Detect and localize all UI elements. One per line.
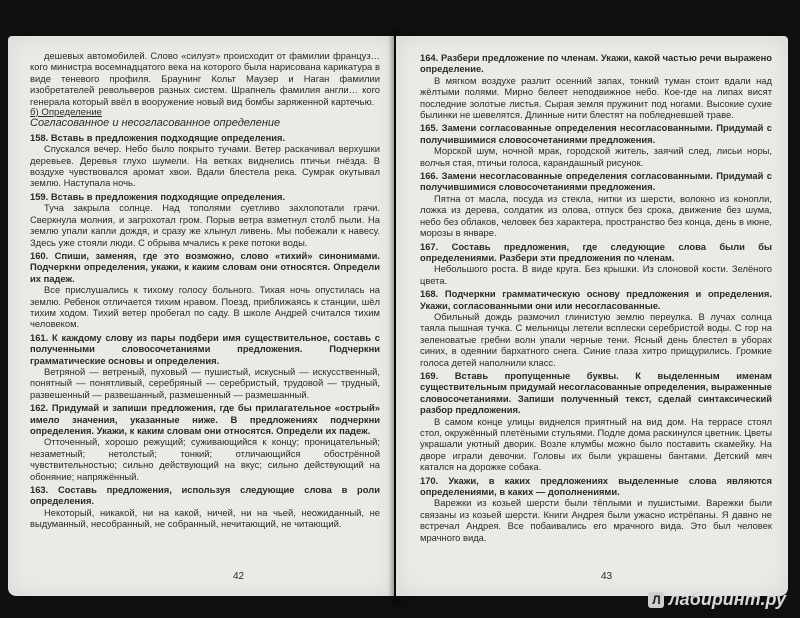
task-160-text: Все прислушались к тихому голосу больного. Тихая ночь опустилась на землю. Ребенок отличается тихим нравом. Поезд, приближаясь к станции, шёл тихим ходом. Тихий ветер пробегал по саду. В школе Андрей считался тихим человеком.: [30, 284, 380, 330]
task-164-heading: 164. Разбери предложение по членам. Укажи, какой частью речи выражено определение.: [420, 52, 772, 75]
task-167-heading: 167. Составь предложения, где следующие слова были бы определениями. Разбери эти предложения по членам.: [420, 240, 772, 263]
right-page-number: 43: [601, 571, 613, 582]
task-159-text: Туча закрыла солнце. Над тополями суетливо захлопотали грачи. Сверкнула молния, и загрохотал гром. Порыв ветра взметнул столб пыли. На землю упали капли дождя, и сразу же хлынул ливень. Мы побежали к навесу. Здесь уже стояли люди. С обрыва мчались к реке потоки воды.: [30, 202, 380, 248]
task-165-heading: 165. Замени согласованные определения несогласованными. Придумай с получившимися словосочетаниями предложения.: [420, 122, 772, 145]
left-page-number: 42: [233, 571, 245, 582]
task-170-text: Варежки из козьей шерсти были тёплыми и пушистыми. Варежки были связаны из козьей шерсти. Книги Андрея были ужасно истрёпаны. Я давно не встречал Андрея. Все побаивались его мрачного вида. Это был человек мрачного вида.: [420, 497, 772, 543]
task-161-heading: 161. К каждому слову из пары подбери имя существительное, составь с полученными словосочетаниями предложения. Подчеркни грамматические основы и определения.: [30, 331, 380, 366]
intro-paragraph: дешевых автомобилей. Слово «силуэт» происходит от фамилии француз… кого министра восемнадцатого века на которого была нарисована карикатура в виде теневого профиля. Браунинг Кольт Маузер и Наган фамилии изобретателей револьверов разных систем. Шрапнель фамилия англи… кого генерала который ввёл в вооружение новый вид бомбы заряженной картечью.: [30, 50, 380, 107]
labyrinth-logo-icon: Л: [648, 592, 664, 608]
task-162-text: Отточенный, хорошо режущий; суживающийся к концу; проницательный; незаметный; нетолстый; тонкий; отличающийся обострённой чувствительностью; сильно действующий на вкус; сильно действующий на обоняние; напряжённый.: [30, 436, 380, 482]
task-158-heading: 158. Вставь в предложения подходящие определения.: [30, 131, 286, 143]
task-159-heading: 159. Вставь в предложения подходящие определения.: [30, 190, 286, 202]
left-page-text: [30, 50, 380, 530]
task-164-text: В мягком воздухе разлит осенний запах, тонкий туман стоит вдали над жёлтыми полями. Мирно белеет неподвижное небо. Кое-где на липах висят последние золотые листья. Сырая земля пружинит под ногами. Высокие сухие былинки не шевелятся. Длинные нити блестят на побледневшей траве.: [420, 74, 772, 121]
task-170-heading: 170. Укажи, в каких предложениях выделенные слова являются определениями, в каких — дополнениями.: [420, 474, 772, 498]
right-page: [396, 36, 788, 596]
task-166-text: Пятна от масла, посуда из стекла, нитки из шерсти, волокно из конопли, ложка из дерева, солдатик из олова, отпуск без срока, движение без шума, небо без облаков, человек без характера, пространство без конца, день в июне, морозы в январе.: [420, 192, 772, 239]
task-168-heading: 168. Подчеркни грамматическую основу предложения и определения. Укажи, согласованными они или несогласованные.: [420, 288, 772, 311]
task-165-text: Морской шум, ночной мрак, городской житель, заячий след, лисьи норы, волчья стая, птичьи голоса, карандашный рисунок.: [420, 145, 772, 168]
section-title: б) Определение: [30, 107, 103, 119]
task-167-text: Небольшого роста. В виде круга. Без крышки. Из слоновой кости. Зелёного цвета.: [420, 263, 772, 286]
task-166-heading: 166. Замени несогласованные определения согласованными. Придумай с получившимися словосочетаниями предложения.: [420, 170, 772, 193]
task-160-heading: 160. Спиши, заменяя, где это возможно, слово «тихий» синонимами. Подчеркни определения, укажи, к каким словам они относятся. Определи их падеж.: [30, 249, 380, 284]
task-169-heading: 169. Вставь пропущенные буквы. К выделенным именам существительным придумай несогласованные определения, выраженные словосочетаниями. Запиши полученный текст, сделай синтаксический разбор предложения.: [420, 369, 772, 416]
task-168-text: Обильный дождь размочил глинистую землю переулка. В лучах солнца таяла пышная тучка. С мельницы летели всплески серебристой воды. С гор на зеленоватые гребни волн упали черные тени. Ясный день блестел в уборах синих, в одеянии бархатного снега. Синие глаза хитро прищурились. Громкие голоса детей наполнили класс.: [420, 310, 772, 368]
task-162-heading: 162. Придумай и запиши предложения, где бы прилагательное «острый» имело значения, указанные ниже. В предложениях подчеркни определения. Укажи, к каким словам они относятся. Определи их падеж.: [30, 402, 380, 436]
task-163-text: Некоторый, никакой, ни на какой, ничей, ни на чьей, неожиданный, не выдуманный, несобранный, не собранный, нечитающий, не читающий.: [30, 506, 380, 530]
left-page: [8, 36, 394, 596]
section-subtitle: Согласованное и несогласованное определение: [30, 117, 281, 130]
watermark: [648, 589, 786, 610]
task-163-heading: 163. Составь предложения, используя следующие слова в роли определения.: [30, 484, 380, 507]
task-169-text: В самом конце улицы виднелся приятный на вид дом. На террасе стоял стол, окружённый плетёными стульями. Подле дома раскинулся цветник. Цветы украшали уютный дворик. Возле клумбы можно было поставить скамейку. На дворе играли девочки. Головы их были украшены бантами. Детский мяч катался на дорожке собака.: [420, 415, 772, 473]
right-page-text: [420, 50, 772, 543]
task-158-text: Спускался вечер. Небо было покрыто тучами. Ветер раскачивал верхушки деревьев. Деревья глухо шумели. На ветках виднелись птичьи гнёзда. В воздухе чувствовался аромат хвои. Вдали блестела река. Сумрак окутывал землю. Наступала ночь.: [30, 143, 380, 189]
watermark-text: лабиринт.ру: [668, 589, 786, 609]
task-161-text: Ветряной — ветреный, пуховый — пушистый, искусный — искусственный, понятный — понятливый, серебряный — серебристый, трудовой — трудный, развешенный — развешанный, размешенный — размешанный.: [30, 365, 380, 400]
